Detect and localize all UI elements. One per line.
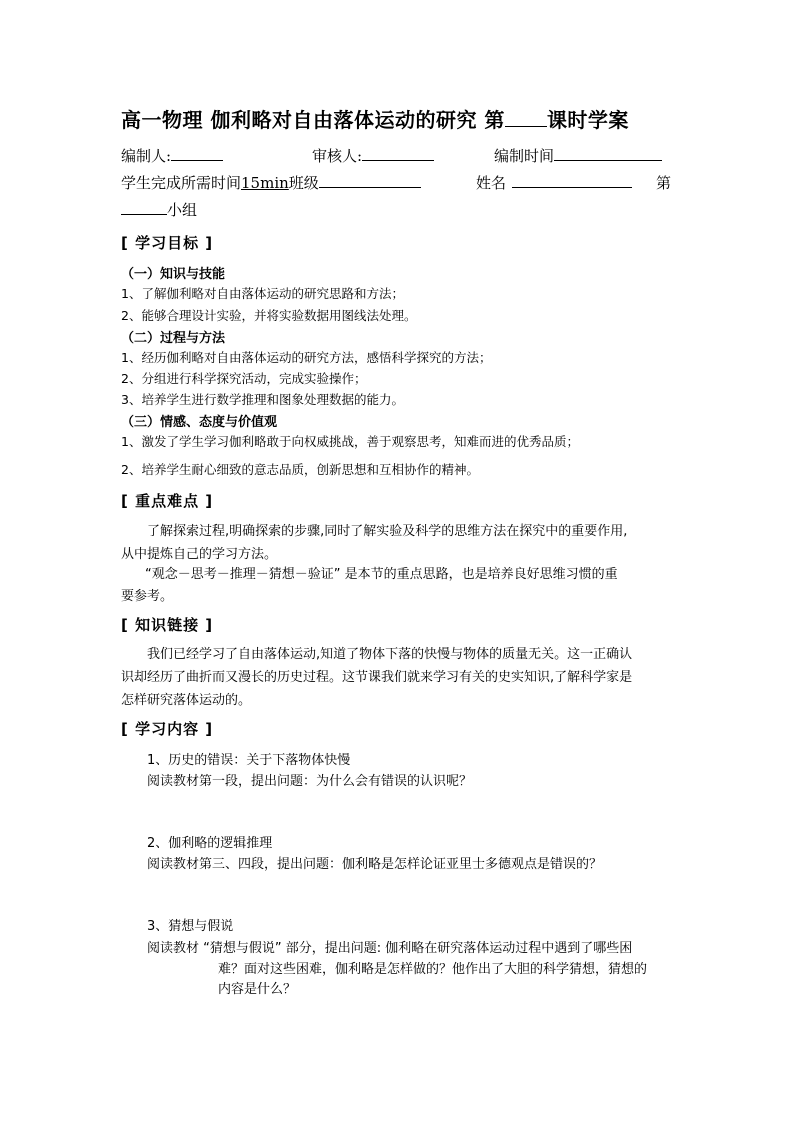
content-item-text: 阅读教材第三、四段，提出问题：伽利略是怎样论证亚里士多德观点是错误的？ (147, 857, 603, 872)
group-field (121, 199, 197, 220)
time-needed-field (121, 172, 421, 193)
links-text: 怎样研究落体运动的。 (121, 693, 252, 708)
goals-sub1-item: 2、能够合理设计实验，并将实验数据用图线法处理。 (121, 308, 417, 323)
reviewer-blank[interactable] (362, 146, 434, 161)
links-text: 我们已经学习了自由落体运动,知道了物体下落的快慢与物体的质量无关。这一正确认 (147, 647, 633, 662)
section-goals-heading: [ 学习目标 ] (121, 234, 214, 252)
date-blank[interactable] (554, 146, 662, 161)
goals-sub3-heading: （三）情感、态度与价值观 (121, 415, 278, 430)
content-item-title: 2、伽利略的逻辑推理 (147, 836, 273, 851)
name-label: 姓名 (476, 174, 507, 192)
title-part1: 高一物理 伽利略对自由落体运动的研究 第 (121, 108, 505, 132)
content-item-text: 阅读教材第一段，提出问题：为什么会有错误的认识呢？ (147, 774, 473, 789)
answer-space[interactable] (147, 795, 677, 825)
links-text: 识却经历了曲折而又漫长的历史过程。这节课我们就来学习有关的史实知识,了解科学家是 (121, 670, 633, 685)
date-label: 编制时间 (494, 147, 555, 165)
key-points-text: 要参考。 (121, 589, 174, 604)
content-item-text: 内容是什么？ (218, 982, 297, 997)
class-label: 班级 (288, 174, 319, 192)
section-links-heading: [ 知识链接 ] (121, 616, 214, 634)
name-blank[interactable] (512, 173, 632, 188)
reviewer-field (312, 145, 434, 166)
group-prefix: 第 (656, 174, 672, 192)
editor-blank[interactable] (171, 146, 223, 161)
name-field (476, 172, 632, 193)
section-content-heading: [ 学习内容 ] (121, 720, 214, 738)
content-item-title: 3、猜想与假说 (147, 919, 234, 934)
title-part2: 课时学案 (546, 108, 629, 132)
group-suffix: 小组 (167, 201, 198, 219)
time-needed-value: 15min (241, 174, 289, 192)
key-points-text: 从中提炼自己的学习方法。 (121, 547, 278, 562)
section-key-points-heading: [ 重点难点 ] (121, 492, 214, 510)
page-title (121, 104, 681, 133)
date-field (494, 145, 662, 166)
reviewer-label: 审核人: (312, 147, 363, 165)
key-points-text: “观念－思考－推理－猜想－验证” 是本节的重点思路，也是培养良好思维习惯的重 (145, 567, 618, 582)
answer-space[interactable] (147, 1002, 677, 1062)
goals-sub1-heading: （一）知识与技能 (121, 267, 226, 282)
goals-sub2-item: 2、分组进行科学探究活动，完成实验操作； (121, 371, 367, 386)
group-blank[interactable] (121, 200, 167, 215)
lesson-number-blank[interactable] (505, 110, 547, 127)
content-item-text: 难？面对这些困难，伽利略是怎样做的？他作出了大胆的科学猜想，猜想的 (218, 962, 648, 977)
goals-sub3-item: 2、培养学生耐心细致的意志品质，创新思想和互相协作的精神。 (121, 462, 479, 477)
content-item-text: 阅读教材 “猜想与假说” 部分，提出问题: 伽利略在研究落体运动过程中遇到了哪些困 (147, 941, 633, 956)
answer-space[interactable] (147, 878, 677, 908)
time-needed-label: 学生完成所需时间 (121, 174, 242, 192)
class-blank[interactable] (319, 173, 421, 188)
editor-label: 编制人: (121, 147, 172, 165)
key-points-text: 了解探索过程,明确探索的步骤,同时了解实验及科学的思维方法在探究中的重要作用, (147, 524, 628, 539)
goals-sub3-item: 1、激发了学生学习伽利略敢于向权威挑战，善于观察思考，知难而进的优秀品质； (121, 434, 579, 449)
goals-sub1-item: 1、了解伽利略对自由落体运动的研究思路和方法； (121, 286, 404, 301)
goals-sub2-heading: （二）过程与方法 (121, 331, 226, 346)
goals-sub2-item: 3、培养学生进行数学推理和图象处理数据的能力。 (121, 392, 404, 407)
content-item-title: 1、历史的错误：关于下落物体快慢 (147, 753, 351, 768)
goals-sub2-item: 1、经历伽利略对自由落体运动的研究方法，感悟科学探究的方法； (121, 350, 492, 365)
editor-field (121, 145, 223, 166)
